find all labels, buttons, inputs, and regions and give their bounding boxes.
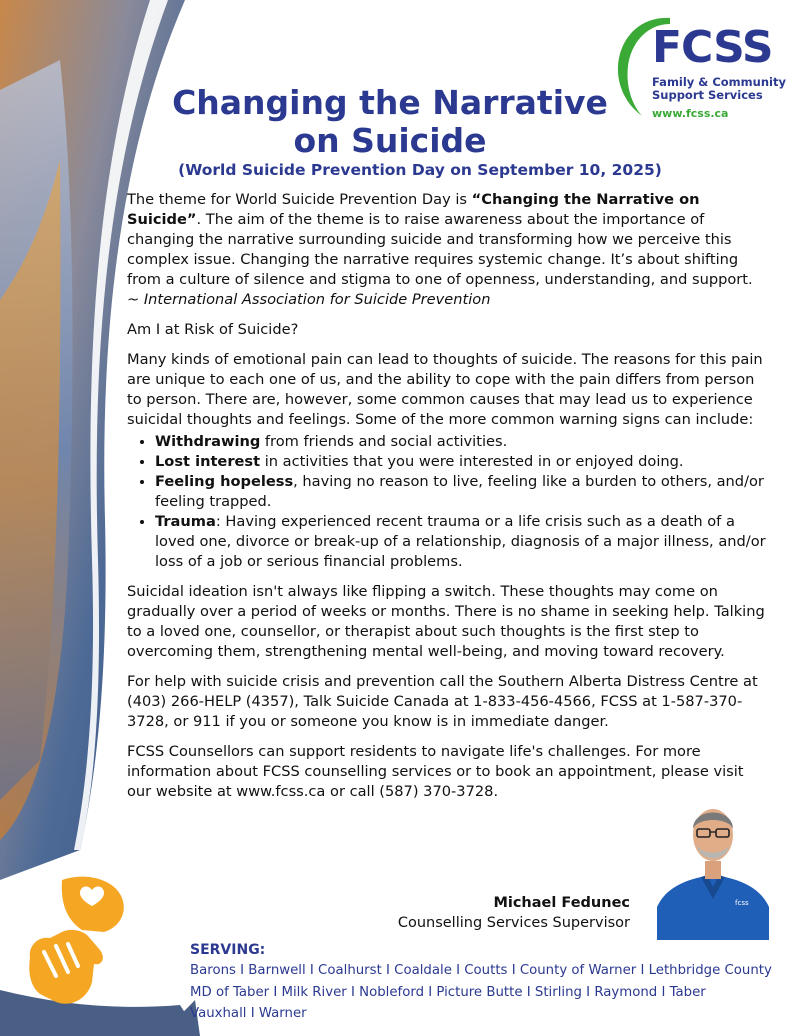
serving-communities-line-2: MD of Taber I Milk River I Nobleford I Picture Butte I Stirling I Raymond I Taber — [190, 984, 706, 1000]
serving-label: SERVING: — [190, 942, 266, 958]
theme-name: “Changing the Narrative on Suicide” — [127, 191, 700, 228]
intro-paragraph — [127, 190, 767, 310]
warning-sign-term: Feeling hopeless — [155, 473, 294, 490]
warning-sign-text: , having no reason to live, feeling like a burden to others, and/or feeling trapped. — [155, 473, 764, 510]
title-line-1: Changing the Narrative — [172, 83, 608, 122]
serving-communities-line-1: Barons I Barnwell I Coalhurst I Coaldale I Coutts I County of Warner I Lethbridge County — [190, 963, 772, 978]
warning-sign-term: Lost interest — [155, 453, 261, 470]
counsellors-paragraph: FCSS Counsellors can support residents to navigate life's challenges. For more information about FCSS counselling services or to book an appointment, please visit our website at www.fcss.ca or call (587) 370-3728. — [127, 743, 744, 800]
page-subtitle: (World Suicide Prevention Day on September 10, 2025) — [178, 161, 662, 179]
intro-body: . The aim of the theme is to raise awareness about the importance of changing the narrative surrounding suicide and transforming how we perceive this complex issue. Changing the narrative requires systemic change. It’s about shifting from a culture of silence and stigma to one of openness, understanding, and support. ~ — [127, 211, 753, 308]
serving-area — [190, 940, 790, 1025]
risk-paragraph: Many kinds of emotional pain can lead to thoughts of suicide. The reasons for this pain are unique to each one of us, and the ability to cope with the pain differs from person to person. There are, however, some common causes that may lead us to experience suicidal thoughts and feelings. Some of the more common warning signs can include: — [127, 351, 763, 428]
warning-sign-term: Trauma — [155, 513, 216, 530]
helping-hands-heart-icon — [22, 872, 132, 1012]
intro-attribution: International Association for Suicide Prevention — [143, 291, 491, 308]
warning-sign-text: from friends and social activities. — [260, 433, 508, 450]
supervisor-photo — [657, 795, 769, 940]
logo-acronym: FCSS — [652, 22, 773, 73]
page-title — [120, 84, 660, 160]
risk-heading: Am I at Risk of Suicide? — [127, 321, 299, 338]
list-item — [155, 472, 767, 512]
logo-line-2: Support Services — [652, 88, 763, 102]
warning-signs-list — [127, 432, 767, 572]
logo-line-1: Family & Community — [652, 75, 786, 89]
ideation-paragraph: Suicidal ideation isn't always like flipping a switch. These thoughts may come on gradually over a period of weeks or months. There is no shame in seeking help. Talking to a loved one, counsellor, or therapist about such thoughts is the first step to overcoming them, strengthening mental well-being, and moving toward recovery. — [127, 583, 765, 660]
signature-name: Michael Fedunec — [493, 895, 630, 911]
help-paragraph: For help with suicide crisis and prevention call the Southern Alberta Distress Centre at (403) 266-HELP (4357), Talk Suicide Canada at 1-833-456-4566, FCSS at 1-587-370-3728, or 911 if you or someone you know is in immediate danger. — [127, 673, 758, 730]
serving-communities-line-3: Vauxhall I Warner — [190, 1006, 307, 1021]
intro-lead: The theme for World Suicide Prevention Day is — [127, 191, 472, 208]
list-item — [155, 452, 767, 472]
signature-block — [380, 893, 630, 933]
warning-sign-text: : Having experienced recent trauma or a life crisis such as a death of a loved one, divorce or break-up of a relationship, diagnosis of a major illness, and/or loss of a job or serious financial problems. — [155, 513, 766, 570]
signature-role: Counselling Services Supervisor — [397, 915, 630, 931]
list-item — [155, 432, 767, 452]
title-line-2: on Suicide — [293, 121, 487, 160]
logo-url: www.fcss.ca — [652, 107, 729, 120]
logo-full-name — [652, 76, 786, 102]
warning-sign-text: in activities that you were interested in or enjoyed doing. — [260, 453, 684, 470]
article-body — [127, 190, 767, 812]
shirt-logo-text: fcss — [735, 899, 749, 907]
list-item — [155, 512, 767, 572]
warning-sign-term: Withdrawing — [155, 433, 261, 450]
